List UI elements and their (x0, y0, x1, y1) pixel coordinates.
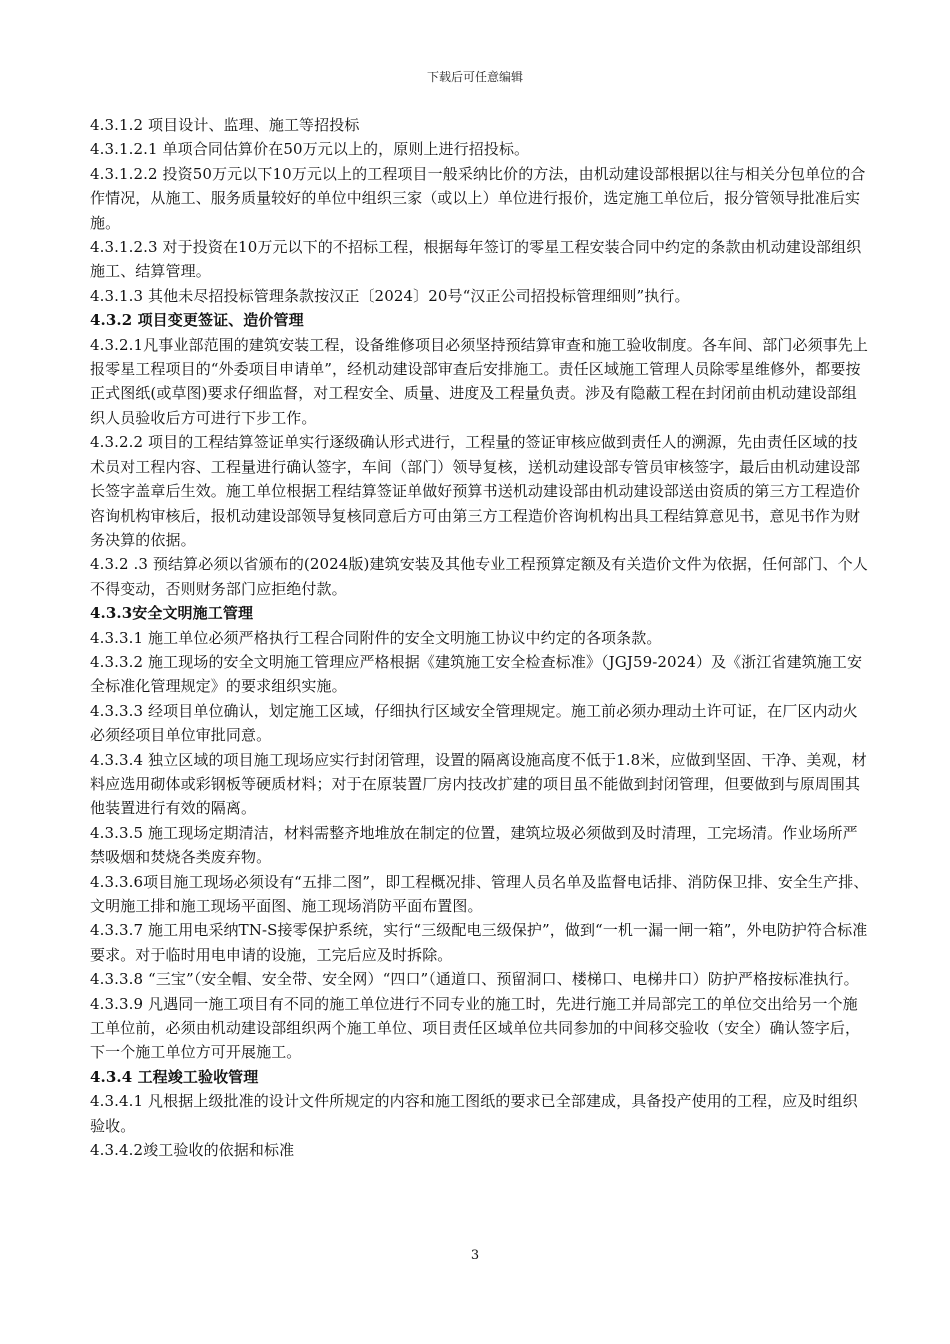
section-heading: 4.3.2 项目变更签证、造价管理 (90, 311, 304, 330)
section-heading: 4.3.3安全文明施工管理 (90, 604, 254, 623)
paragraph: 4.3.4.2竣工验收的依据和标准 (90, 1141, 295, 1160)
paragraph: 4.3.1.3 其他未尽招投标管理条款按汉正〔2024〕20号“汉正公司招投标管理细则”执行。 (90, 286, 690, 305)
paragraph: 4.3.3.9 凡遇同一施工项目有不同的施工单位进行不同专业的施工时，先进行施工并局部完工的单位交出给另一个施工单位前，必须由机动建设部组织两个施工单位、项目责任区域单位共同参加的中间移交验收（安全）确认签字后，下一个施工单位方可开展施工。 (90, 994, 861, 1062)
page-number: 3 (470, 1248, 480, 1263)
paragraph: 4.3.3.3 经项目单位确认，划定施工区域，仔细执行区域安全管理规定。施工前必须办理动土许可证，在厂区内动火必须经项目单位审批同意。 (90, 701, 858, 745)
paragraph: 4.3.3.1 施工单位必须严格执行工程合同附件的安全文明施工协议中约定的各项条款。 (90, 628, 662, 647)
paragraph: 4.3.4.1 凡根据上级批准的设计文件所规定的内容和施工图纸的要求已全部建成，具备投产使用的工程，应及时组织验收。 (90, 1092, 858, 1135)
document-body (90, 113, 870, 1162)
paragraph: 4.3.2.2 项目的工程结算签证单实行逐级确认形式进行，工程量的签证审核应做到责任人的溯源，先由责任区域的技术员对工程内容、工程量进行确认签字，车间（部门）领导复核，送机动建设部专管员审核签字，最后由机动建设部长签字盖章后生效。施工单位根据工程结算签证单做好预算书送机动建设部由机动建设部送由资质的第三方工程造价咨询机构审核后，报机动建设部领导复核同意后方可由第三方工程造价咨询机构出具工程结算意见书，意见书作为财务决算的依据。 (90, 433, 861, 549)
paragraph: 4.3.3.5 施工现场定期清洁，材料需整齐地堆放在制定的位置，建筑垃圾必须做到及时清理，工完场清。作业场所严禁吸烟和焚烧各类废弃物。 (90, 823, 858, 867)
paragraph: 4.3.2.1凡事业部范围的建筑安装工程，设备维修项目必须坚持预结算审查和施工验收制度。各车间、部门必须事先上报零星工程项目的“外委项目申请单”，经机动建设部审查后安排施工。责任区域施工管理人员除零星维修外，都要按正式图纸(或草图)要求仔细监督，对工程安全、质量、进度及工程量负责。涉及有隐蔽工程在封闭前由机动建设部组织人员验收后方可进行下步工作。 (90, 335, 868, 427)
paragraph: 4.3.1.2.3 对于投资在10万元以下的不招标工程，根据每年签订的零星工程安装合同中约定的条款由机动建设部组织施工、结算管理。 (90, 238, 862, 281)
paragraph: 4.3.3.4 独立区域的项目施工现场应实行封闭管理，设置的隔离设施高度不低于1.8米，应做到坚固、干净、美观，材料应选用砌体或彩钢板等硬质材料；对于在原装置厂房内技改扩建的项目虽不能做到封闭管理，但要做到与原周围其他装置进行有效的隔离。 (90, 750, 867, 818)
paragraph: 4.3.1.2 项目设计、监理、施工等招投标 (90, 116, 360, 134)
paragraph: 4.3.1.2.1 单项合同估算价在50万元以上的，原则上进行招投标。 (90, 140, 530, 159)
paragraph: 4.3.3.7 施工用电采纳TN-S接零保护系统，实行“三级配电三级保护”，做到“一机一漏一闸一箱”，外电防护符合标准要求。对于临时用电申请的设施，工完后应及时拆除。 (90, 921, 868, 964)
paragraph: 4.3.3.6项目施工现场必须设有“五排二图”，即工程概况排、管理人员名单及监督电话排、消防保卫排、安全生产排、文明施工排和施工现场平面图、施工现场消防平面布置图。 (90, 872, 869, 915)
paragraph: 4.3.3.8 “三宝”（安全帽、安全带、安全网）“四口”（通道口、预留洞口、楼梯口、电梯井口）防护严格按标准执行。 (90, 970, 859, 989)
paragraph: 4.3.3.2 施工现场的安全文明施工管理应严格根据《建筑施工安全检查标准》（JGJ59-2024）及《浙江省建筑施工安全标准化管理规定》的要求组织实施。 (90, 652, 863, 696)
page-header: 下载后可任意编辑 (426, 70, 523, 84)
paragraph: 4.3.1.2.2 投资50万元以下10万元以上的工程项目一般采纳比价的方法，由机动建设部根据以往与相关分包单位的合作情况，从施工、服务质量较好的单位中组织三家（或以上）单位进行报价，选定施工单位后，报分管领导批准后实施。 (90, 164, 866, 232)
paragraph: 4.3.2 .3 预结算必须以省颁布的(2024版)建筑安装及其他专业工程预算定额及有关造价文件为依据，任何部门、个人不得变动，否则财务部门应拒绝付款。 (90, 555, 868, 598)
section-heading: 4.3.4 工程竣工验收管理 (90, 1067, 259, 1086)
